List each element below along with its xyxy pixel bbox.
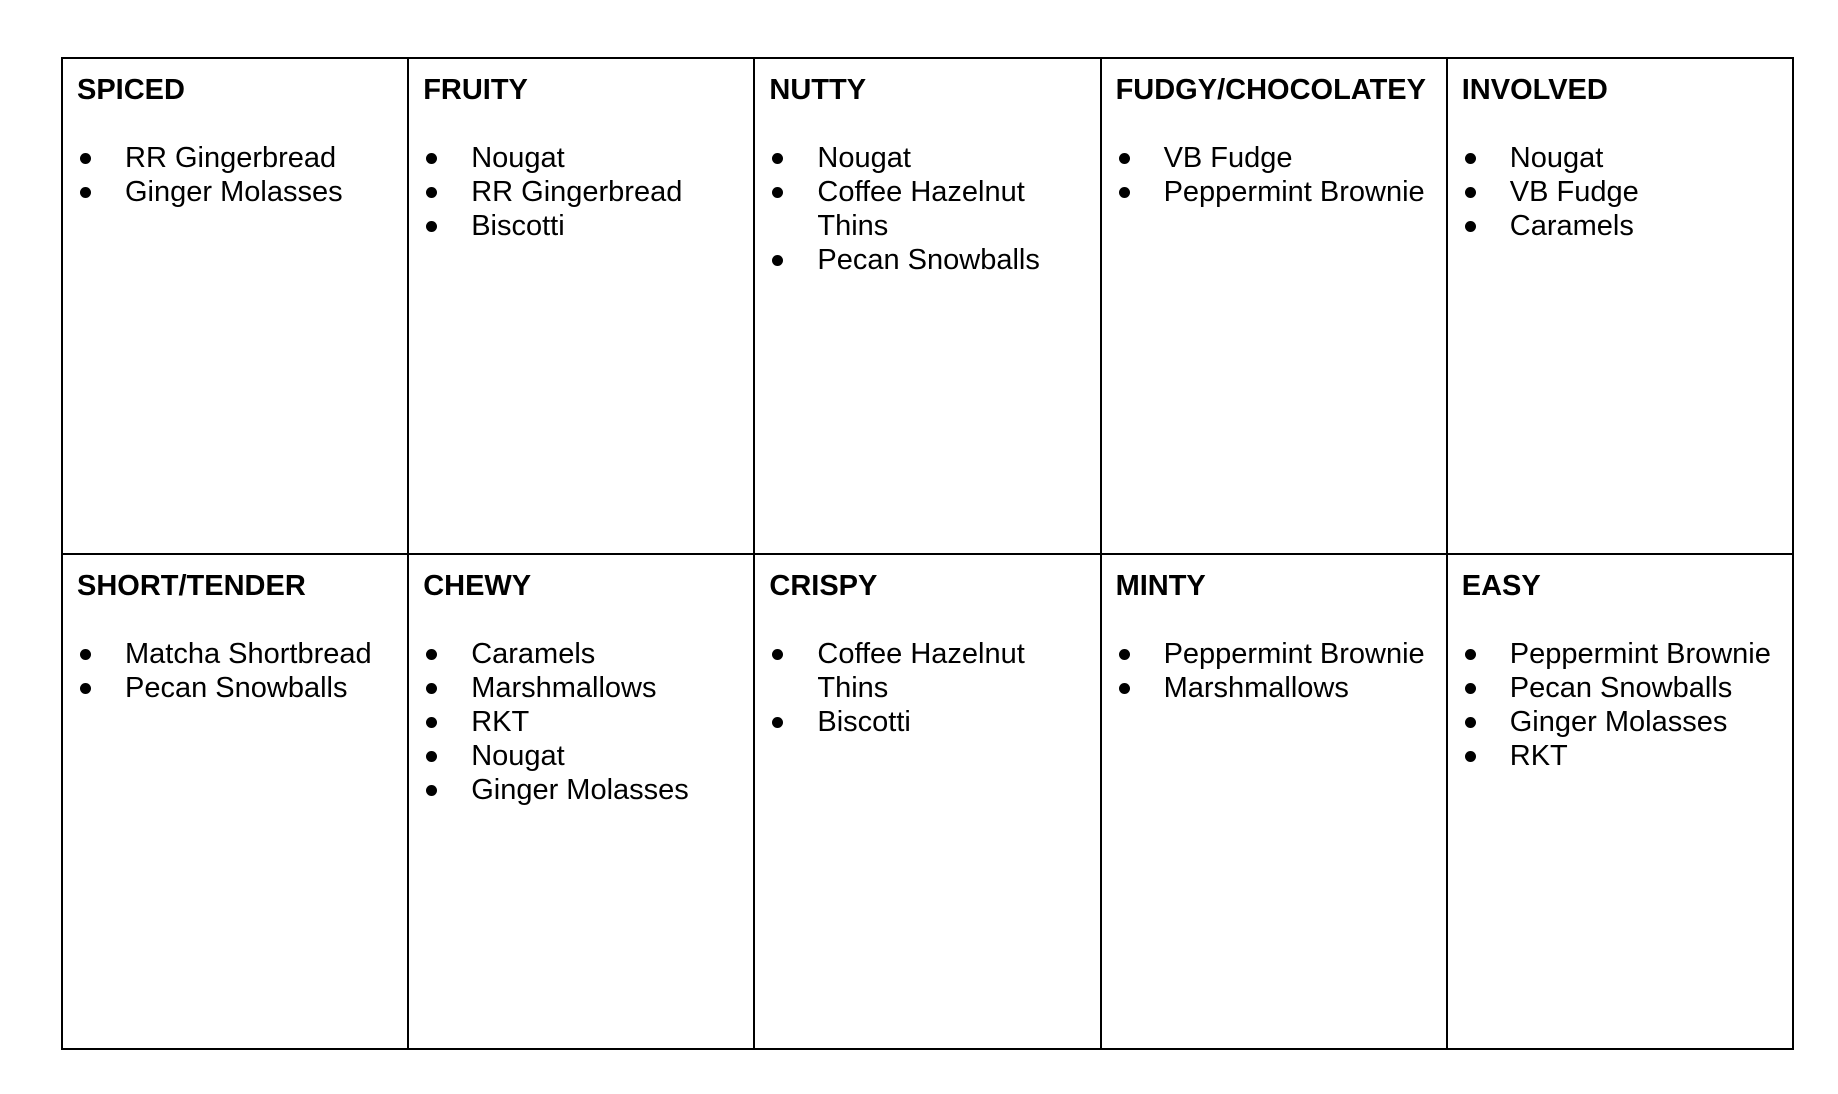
list-item: Ginger Molasses [423, 773, 739, 807]
list-item: Nougat [423, 739, 739, 773]
category-heading: FUDGY/CHOCOLATEY [1115, 74, 1426, 106]
list-item: Nougat [423, 141, 739, 175]
category-cell-fudgy-chocolatey [1101, 58, 1447, 554]
list-item: Ginger Molasses [1462, 705, 1778, 739]
category-cell-crispy [754, 554, 1100, 1050]
category-heading: FRUITY [423, 74, 528, 106]
category-heading: SPICED [77, 74, 185, 106]
category-heading: EASY [1461, 569, 1541, 602]
list-item: RKT [423, 705, 739, 739]
list-item: Ginger Molasses [77, 175, 393, 209]
table-row [62, 554, 1793, 1050]
category-item-list [1462, 637, 1778, 773]
category-item-list [1116, 141, 1432, 209]
list-item: Peppermint Brownie [1462, 637, 1778, 671]
list-item: Peppermint Brownie [1116, 637, 1432, 671]
list-item: Caramels [1462, 209, 1778, 243]
category-cell-short-tender [62, 554, 408, 1050]
category-heading: SHORT/TENDER [77, 569, 306, 602]
list-item: VB Fudge [1462, 175, 1778, 209]
list-item: Caramels [423, 637, 739, 671]
category-heading: CHEWY [423, 569, 532, 602]
list-item: Nougat [769, 141, 1085, 175]
table-row [62, 58, 1793, 554]
category-item-list [423, 637, 739, 807]
category-cell-nutty [754, 58, 1100, 554]
list-item: Biscotti [423, 209, 739, 243]
list-item: Pecan Snowballs [1462, 671, 1778, 705]
list-item: Matcha Shortbread [77, 637, 393, 671]
list-item: Peppermint Brownie [1116, 175, 1432, 209]
list-item: Marshmallows [1116, 671, 1432, 705]
list-item: Marshmallows [423, 671, 739, 705]
category-heading: NUTTY [769, 74, 867, 106]
category-item-list [77, 637, 393, 705]
category-item-list [1462, 141, 1778, 243]
list-item: RKT [1462, 739, 1778, 773]
category-table [61, 57, 1794, 1050]
category-cell-spiced [62, 58, 408, 554]
category-item-list [77, 141, 393, 209]
list-item: VB Fudge [1116, 141, 1432, 175]
category-item-list [423, 141, 739, 243]
list-item: Nougat [1462, 141, 1778, 175]
category-cell-minty [1101, 554, 1447, 1050]
list-item: Coffee Hazelnut Thins [769, 175, 1085, 243]
category-heading: CRISPY [769, 569, 878, 602]
category-heading: MINTY [1115, 569, 1206, 602]
list-item: Pecan Snowballs [77, 671, 393, 705]
category-item-list [1116, 637, 1432, 705]
category-heading: INVOLVED [1461, 74, 1608, 106]
list-item: RR Gingerbread [77, 141, 393, 175]
list-item: Biscotti [769, 705, 1085, 739]
list-item: Pecan Snowballs [769, 243, 1085, 277]
category-cell-fruity [408, 58, 754, 554]
category-cell-chewy [408, 554, 754, 1050]
category-item-list [769, 141, 1085, 277]
list-item: Coffee Hazelnut Thins [769, 637, 1085, 705]
category-cell-involved [1447, 58, 1793, 554]
category-item-list [769, 637, 1085, 739]
category-cell-easy [1447, 554, 1793, 1050]
list-item: RR Gingerbread [423, 175, 739, 209]
